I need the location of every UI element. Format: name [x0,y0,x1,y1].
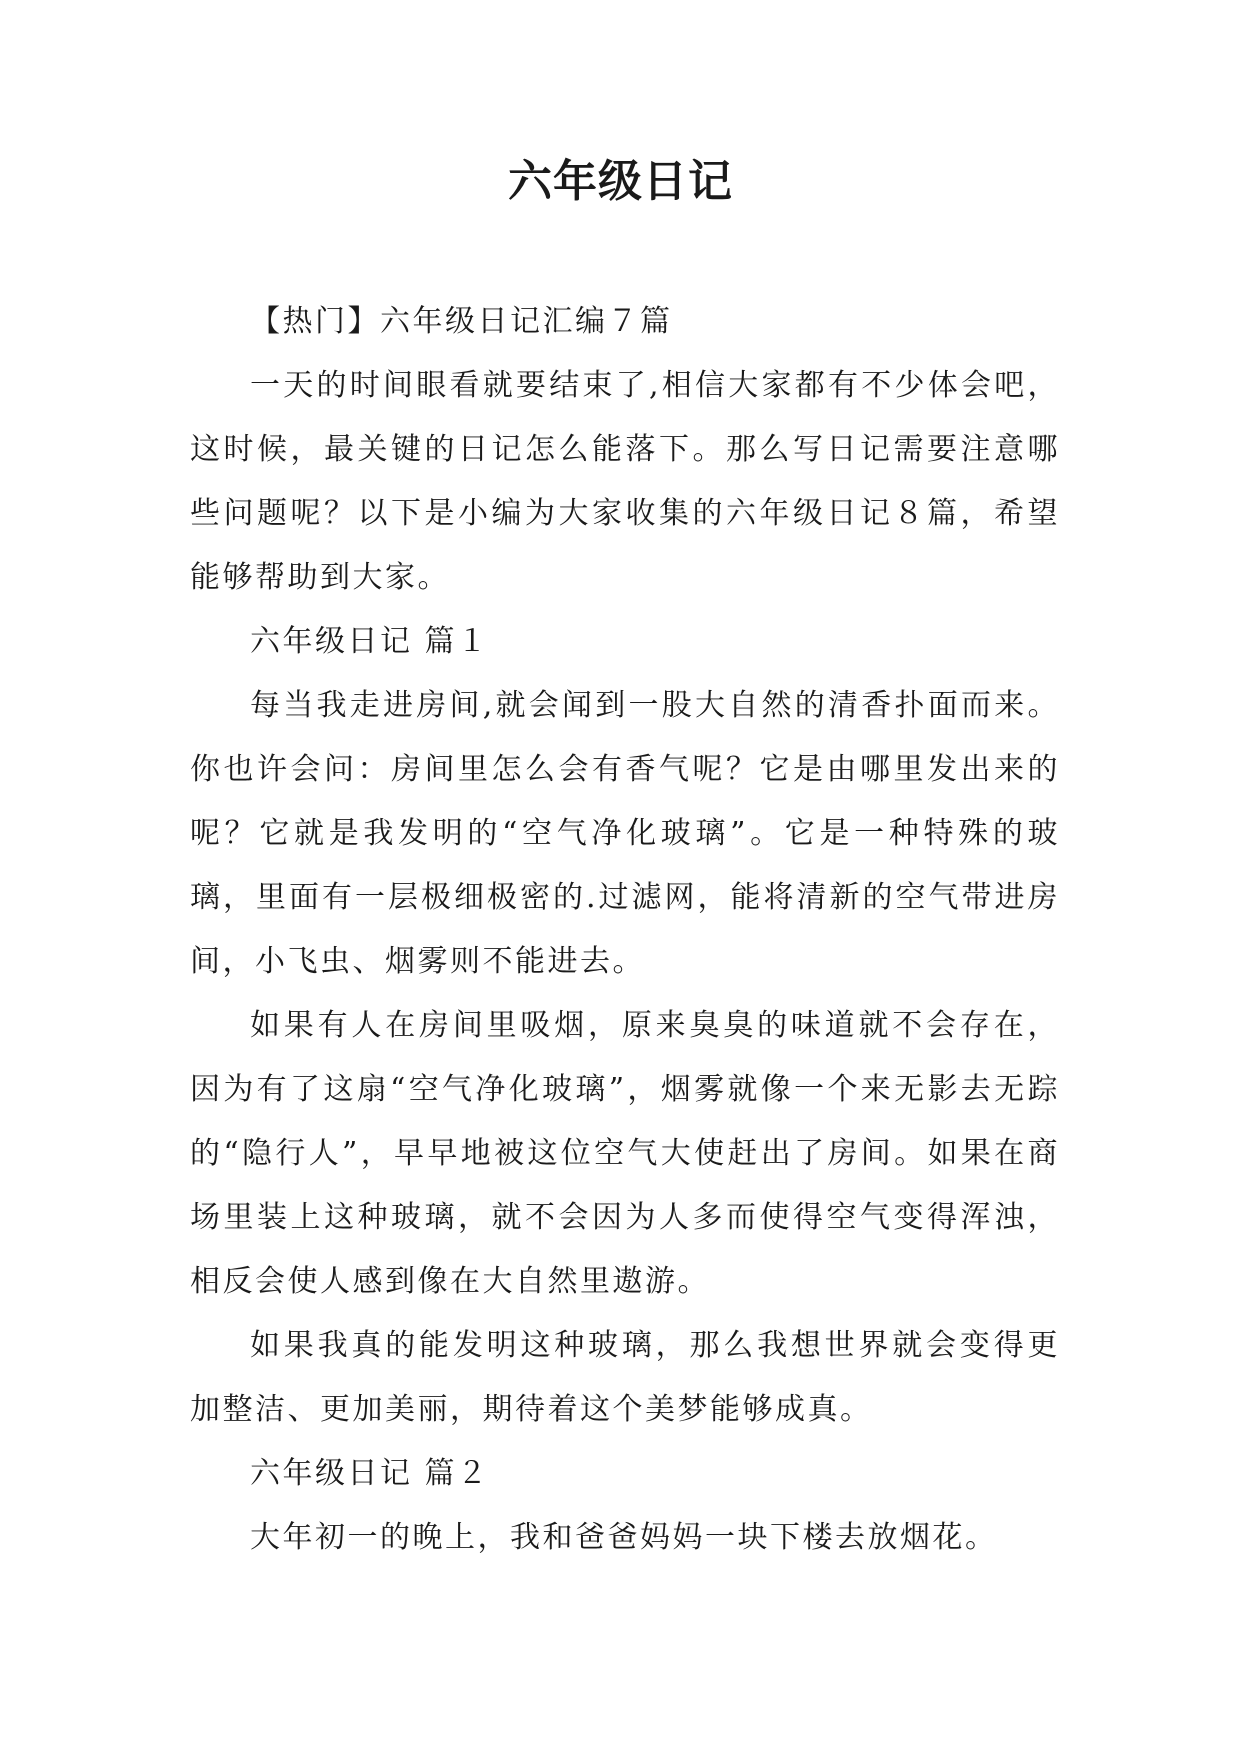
section-paragraph: 大年初一的晚上，我和爸爸妈妈一块下楼去放烟花。 [250,1520,998,1555]
intro-line: 【热门】六年级日记汇编７篇 [250,304,673,339]
section-paragraph: 如果有人在房间里吸烟，原来臭臭的味道就不会存在，因为有了这扇“空气净化玻璃”，烟雾就像一个来无影去无踪的“隐行人”，早早地被这位空气大使赶出了房间。如果在商场里装上这种玻璃，就不会因为人多而使得空气变得浑浊，相反会使人感到像在大自然里遨游。 [190,1008,1060,1299]
section-heading: 六年级日记 篇２ [250,1456,490,1491]
document-title: 六年级日记 [508,156,733,207]
intro-paragraph: 一天的时间眼看就要结束了,相信大家都有不少体会吧，这时候，最关键的日记怎么能落下。那么写日记需要注意哪些问题呢？以下是小编为大家收集的六年级日记８篇，希望能够帮助到大家。 [190,368,1060,595]
section-paragraph: 如果我真的能发明这种玻璃，那么我想世界就会变得更加整洁、更加美丽，期待着这个美梦能够成真。 [190,1328,1060,1427]
section-paragraph: 每当我走进房间,就会闻到一股大自然的清香扑面而来。你也许会问：房间里怎么会有香气呢？它是由哪里发出来的呢？它就是我发明的“空气净化玻璃”。它是一种特殊的玻璃，里面有一层极细极密的.过滤网，能将清新的空气带进房间，小飞虫、烟雾则不能进去。 [190,688,1060,979]
section-heading: 六年级日记 篇１ [250,624,490,659]
document-body [190,290,1060,1570]
